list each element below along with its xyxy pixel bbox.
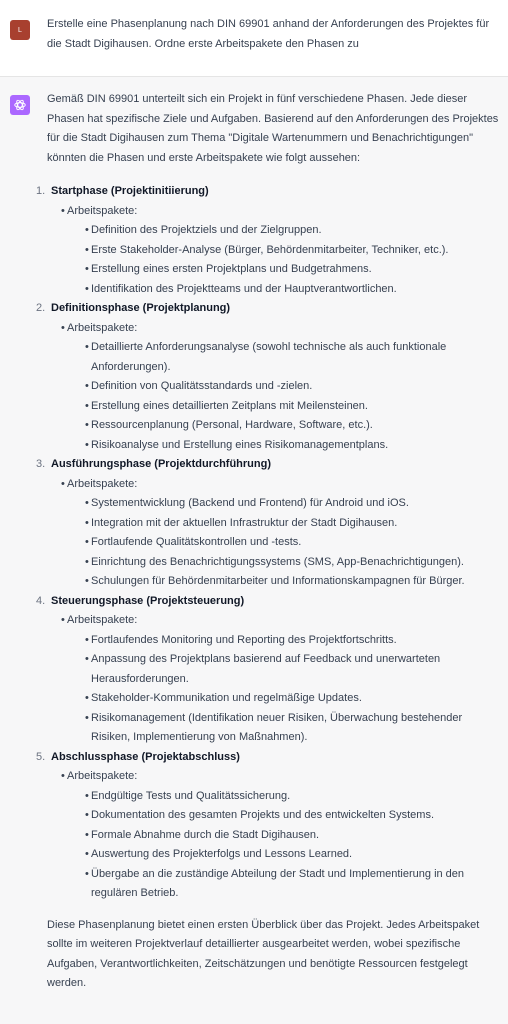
work-packages-group <box>51 475 502 592</box>
bullet-icon: • <box>85 380 89 392</box>
bullet-icon: • <box>85 282 89 295</box>
phase-item <box>36 455 502 592</box>
phase-number: 1. <box>36 185 46 197</box>
work-package-item <box>67 338 502 377</box>
bullet-icon: • <box>85 633 89 646</box>
work-package-text: Fortlaufendes Monitoring und Reporting des Projektfortschritts. <box>91 633 397 646</box>
work-package-item <box>67 806 502 826</box>
work-package-text: Definition von Qualitätsstandards und -zielen. <box>91 380 313 392</box>
work-package-text: Anpassung des Projektplans basierend auf Feedback und unerwarteten Herausforderungen. <box>91 653 441 685</box>
bullet-icon: • <box>85 243 89 256</box>
work-package-text: Formale Abnahme durch die Stadt Digihausen. <box>91 828 320 841</box>
work-package-text: Definition des Projektziels und der Zielgruppen. <box>91 224 322 236</box>
bullet-icon: • <box>85 438 89 451</box>
phase-list <box>36 182 502 904</box>
bullet-icon: • <box>85 789 89 802</box>
phase-item <box>36 748 502 904</box>
work-package-item <box>67 397 502 417</box>
bullet-icon: • <box>85 497 89 509</box>
bullet-icon: • <box>85 516 89 529</box>
bullet-icon: • <box>85 341 89 353</box>
work-packages-label: Arbeitspakete: <box>67 321 138 334</box>
user-message-text: Erstelle eine Phasenplanung nach DIN 69901 anhand der Anforderungen des Projektes für die Stadt Digihausen. Ordne erste Arbeitspakete den Phasen zu <box>47 18 490 50</box>
work-package-text: Detaillierte Anforderungsanalyse (sowohl technische als auch funktionale Anforderungen). <box>91 341 447 373</box>
work-package-text: Identifikation des Projektteams und der Hauptverantwortlichen. <box>91 282 397 295</box>
bullet-icon: • <box>61 321 65 334</box>
work-package-item <box>67 650 502 689</box>
user-message <box>0 0 508 77</box>
work-package-item <box>67 553 502 573</box>
work-package-list <box>67 221 502 299</box>
work-package-list <box>67 494 502 592</box>
work-packages-group <box>51 319 502 456</box>
work-package-text: Erste Stakeholder-Analyse (Bürger, Behördenmitarbeiter, Techniker, etc.). <box>91 243 449 256</box>
phase-number: 5. <box>36 750 46 763</box>
work-package-item <box>67 533 502 553</box>
work-package-item <box>67 631 502 651</box>
work-package-text: Übergabe an die zuständige Abteilung der Stadt und Implementierung in den regulären Betrieb. <box>91 867 465 899</box>
work-package-item <box>67 572 502 592</box>
bullet-icon: • <box>85 224 89 236</box>
phase-item <box>36 299 502 455</box>
work-package-text: Systementwicklung (Backend und Frontend) für Android und iOS. <box>91 497 409 509</box>
work-package-text: Schulungen für Behördenmitarbeiter und Informationskampagnen für Bürger. <box>91 575 465 587</box>
work-packages-group <box>51 202 502 300</box>
bullet-icon: • <box>61 204 65 217</box>
bullet-icon: • <box>85 555 89 568</box>
work-package-item <box>67 260 502 280</box>
work-packages-label: Arbeitspakete: <box>67 614 138 626</box>
work-package-item <box>67 416 502 436</box>
work-package-item <box>67 787 502 807</box>
work-packages-label: Arbeitspakete: <box>67 770 138 782</box>
work-package-text: Risikoanalyse und Erstellung eines Risikomanagementplans. <box>91 438 389 451</box>
work-package-text: Integration mit der aktuellen Infrastruktur der Stadt Digihausen. <box>91 516 398 529</box>
assistant-message-content <box>36 90 502 994</box>
work-package-text: Risikomanagement (Identifikation neuer Risiken, Überwachung bestehender Risiken, Implementierung von Maßnahmen). <box>91 711 463 743</box>
work-package-text: Einrichtung des Benachrichtigungssystems (SMS, App-Benachrichtigungen). <box>91 555 464 568</box>
assistant-message <box>0 77 508 1024</box>
bullet-icon: • <box>85 711 89 724</box>
work-package-item <box>67 280 502 300</box>
work-package-text: Endgültige Tests und Qualitätssicherung. <box>91 789 291 802</box>
work-package-item <box>67 377 502 397</box>
work-package-text: Erstellung eines ersten Projektplans und Budgetrahmens. <box>91 263 372 275</box>
bullet-icon: • <box>85 848 89 860</box>
work-package-item <box>67 241 502 261</box>
work-package-list <box>67 631 502 748</box>
work-package-item <box>67 494 502 514</box>
bullet-icon: • <box>85 575 89 587</box>
bullet-icon: • <box>61 614 65 626</box>
bullet-icon: • <box>85 536 89 548</box>
work-package-item <box>67 514 502 534</box>
work-packages-label: Arbeitspakete: <box>67 477 138 490</box>
bullet-icon: • <box>85 867 89 880</box>
work-package-item <box>67 436 502 456</box>
work-package-item <box>67 689 502 709</box>
bullet-icon: • <box>85 263 89 275</box>
phase-item <box>36 182 502 299</box>
intro-paragraph: Gemäß DIN 69901 unterteilt sich ein Projekt in fünf verschiedene Phasen. Jede dieser Phasen hat spezifische Ziele und Aufgaben. Basierend auf den Anforderungen des Projektes für die Stadt Digihausen zum Thema "Digitale Wartenummern und Benachrichtigungen" könnten die Phasen und erste Arbeitspakete wie folgt aussehen: <box>47 93 499 164</box>
work-package-text: Auswertung des Projekterfolgs und Lessons Learned. <box>91 848 353 860</box>
work-package-text: Dokumentation des gesamten Projekts und des entwickelten Systems. <box>91 809 435 821</box>
user-avatar-label: L <box>18 26 22 34</box>
openai-logo-icon <box>10 95 30 115</box>
bullet-icon: • <box>85 399 89 412</box>
work-packages-label: Arbeitspakete: <box>67 204 138 217</box>
phase-title: Startphase (Projektinitiierung) <box>51 185 209 197</box>
work-package-item <box>67 865 502 904</box>
bullet-icon: • <box>85 653 89 665</box>
outro-paragraph: Diese Phasenplanung bietet einen ersten Überblick über das Projekt. Jedes Arbeitspaket sollte im weiteren Projektverlauf detaillierter ausgearbeitet werden, wobei spezifische Aufgaben, Verantwortlichkeiten, Zeitschätzungen und benötigte Ressourcen festgelegt werden. <box>47 918 480 989</box>
work-package-item <box>67 845 502 865</box>
work-packages-group <box>51 611 502 748</box>
bullet-icon: • <box>61 770 65 782</box>
work-package-text: Stakeholder-Kommunikation und regelmäßige Updates. <box>91 692 362 704</box>
work-package-list <box>67 787 502 904</box>
phase-title: Definitionsphase (Projektplanung) <box>51 302 231 314</box>
work-package-text: Erstellung eines detaillierten Zeitplans mit Meilensteinen. <box>91 399 368 412</box>
bullet-icon: • <box>61 477 65 490</box>
phase-number: 3. <box>36 458 46 470</box>
phase-number: 4. <box>36 594 46 607</box>
work-package-item <box>67 826 502 846</box>
bullet-icon: • <box>85 828 89 841</box>
bullet-icon: • <box>85 809 89 821</box>
phase-number: 2. <box>36 302 46 314</box>
work-package-text: Fortlaufende Qualitätskontrollen und -tests. <box>91 536 302 548</box>
phase-title: Abschlussphase (Projektabschluss) <box>51 750 240 763</box>
phase-item <box>36 592 502 748</box>
phase-title: Steuerungsphase (Projektsteuerung) <box>51 594 245 607</box>
phase-title: Ausführungsphase (Projektdurchführung) <box>51 458 271 470</box>
work-package-list <box>67 338 502 455</box>
bullet-icon: • <box>85 419 89 431</box>
user-avatar <box>10 20 30 40</box>
work-package-item <box>67 221 502 241</box>
work-package-item <box>67 709 502 748</box>
work-packages-group <box>51 767 502 904</box>
work-package-text: Ressourcenplanung (Personal, Hardware, Software, etc.). <box>91 419 373 431</box>
bullet-icon: • <box>85 692 89 704</box>
